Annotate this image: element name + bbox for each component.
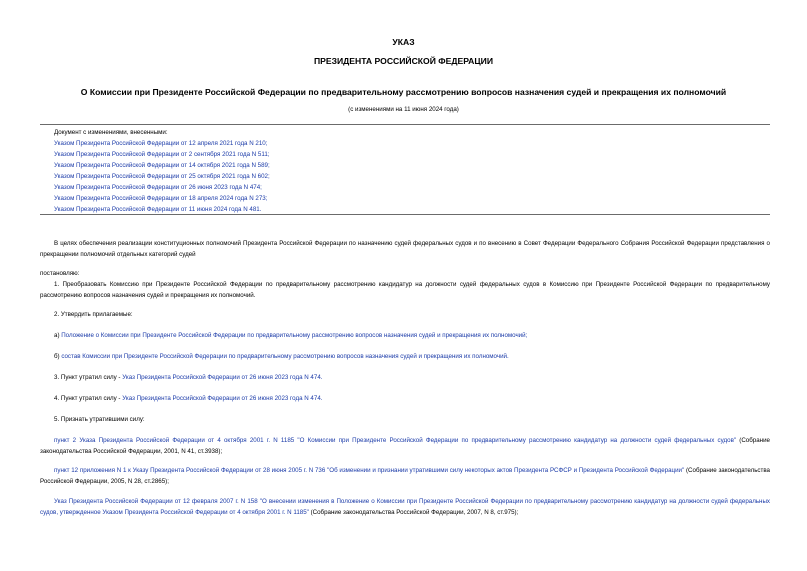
bottom-divider: [40, 214, 770, 215]
item-2b-prefix: б): [54, 353, 62, 360]
top-divider: [40, 124, 770, 125]
repealed-act-link[interactable]: пункт 12 приложения N 1 к Указу Президента Российской Федерации от 28 июня 2005 г. N 736 "Об изменении и признании утратившими силу некоторых актов Президента РСФСР и Президента Российской Федерации": [54, 467, 685, 474]
regulation-link[interactable]: Положение о Комиссии при Президенте Российской Федерации по предварительному рассмотрению вопросов назначения судей и прекращения их полномочий;: [61, 332, 528, 339]
repeal-3-source: (Собрание законодательства Российской Федерации, 2007, N 8, ст.975);: [308, 508, 519, 516]
amendment-link[interactable]: Указом Президента Российской Федерации от 26 июня 2023 года N 474;: [54, 184, 262, 191]
decree-word: постановляю:: [40, 270, 80, 277]
item-3-paragraph: [40, 373, 770, 384]
repeal-3-paragraph: [40, 497, 770, 518]
amendment-link[interactable]: Указом Президента Российской Федерации от 25 октября 2021 года N 602;: [54, 173, 270, 180]
amendments-intro: Документ с изменениями, внесенными:: [54, 129, 168, 136]
decree-subject: О Комиссии при Президенте Российской Федерации по предварительному рассмотрению вопросов назначения судей и прекращения их полномочий: [80, 87, 727, 97]
decree-issuer: ПРЕЗИДЕНТА РОССИЙСКОЙ ФЕДЕРАЦИИ: [313, 56, 494, 66]
repealed-act-link[interactable]: Указ Президента Российской Федерации от 12 февраля 2007 г. N 158 "О внесении изменения в Положение о Комиссии при Президенте Российской Федерации по предварительному рассмотрению кандидатур на должности судей федеральных судов, утвержденное Указом Президента Российской Федерации от 4 октября 2001 г. N 1185": [40, 498, 770, 516]
repealing-decree-link[interactable]: Указ Президента Российской Федерации от 26 июня 2023 года N 474.: [122, 374, 323, 381]
item-4-prefix: 4. Пункт утратил силу -: [54, 395, 123, 402]
amendments-box: [40, 124, 770, 215]
composition-link[interactable]: состав Комиссии при Президенте Российской Федерации по предварительному рассмотрению вопросов назначения судей и прекращения их полномочий.: [61, 353, 509, 360]
amendments-list: [54, 127, 270, 215]
repeal-1-paragraph: [40, 436, 770, 457]
item-4-paragraph: [40, 394, 770, 405]
amendment-note: (с изменениями на 11 июня 2024 года): [348, 106, 459, 113]
amendment-link[interactable]: Указом Президента Российской Федерации от 14 октября 2021 года N 589;: [54, 162, 270, 169]
amendment-link[interactable]: Указом Президента Российской Федерации от 18 апреля 2024 года N 273;: [54, 195, 268, 202]
amendment-link[interactable]: Указом Президента Российской Федерации от 11 июня 2024 года N 481.: [54, 206, 262, 213]
amendment-link[interactable]: Указом Президента Российской Федерации от 2 сентября 2021 года N 511;: [54, 151, 270, 158]
amendment-link[interactable]: Указом Президента Российской Федерации от 12 апреля 2021 года N 210;: [54, 140, 268, 147]
item-2-paragraph: 2. Утвердить прилагаемые:: [54, 311, 133, 318]
item-2a-prefix: а): [54, 332, 62, 339]
decree-title: УКАЗ: [392, 37, 415, 47]
item-3-prefix: 3. Пункт утратил силу -: [54, 374, 123, 381]
item-2b-paragraph: [40, 352, 770, 363]
item-5-paragraph: 5. Признать утратившими силу:: [54, 416, 145, 423]
repeal-1-source: (Собрание законодательства Российской Федерации, 2001, N 41, ст.3938);: [40, 437, 770, 455]
preamble-paragraph: В целях обеспечения реализации конституционных полномочий Президента Российской Федерации по назначению судей федеральных судов и по внесению в Совет Федерации Федерального Собрания Российской Федерации представления о прекращении полномочий отдельных категорий судей: [40, 240, 770, 258]
repeal-2-paragraph: [40, 466, 770, 487]
item-2a-paragraph: [40, 331, 770, 342]
repeal-2-source: (Собрание законодательства Российской Федерации, 2005, N 28, ст.2865);: [40, 467, 770, 485]
item-1-paragraph: 1. Преобразовать Комиссию при Президенте Российской Федерации по предварительному рассмотрению кандидатур на должности судей федеральных судов в Комиссию при Президенте Российской Федерации по предварительному рассмотрению вопросов назначения судей и прекращения их полномочий.: [40, 281, 770, 299]
repealed-act-link[interactable]: пункт 2 Указа Президента Российской Федерации от 4 октября 2001 г. N 1185 "О Комиссии при Президенте Российской Федерации по предварительному рассмотрению кандидатур на должности судей федеральных судов": [54, 437, 737, 444]
repealing-decree-link[interactable]: Указ Президента Российской Федерации от 26 июня 2023 года N 474.: [122, 395, 323, 402]
